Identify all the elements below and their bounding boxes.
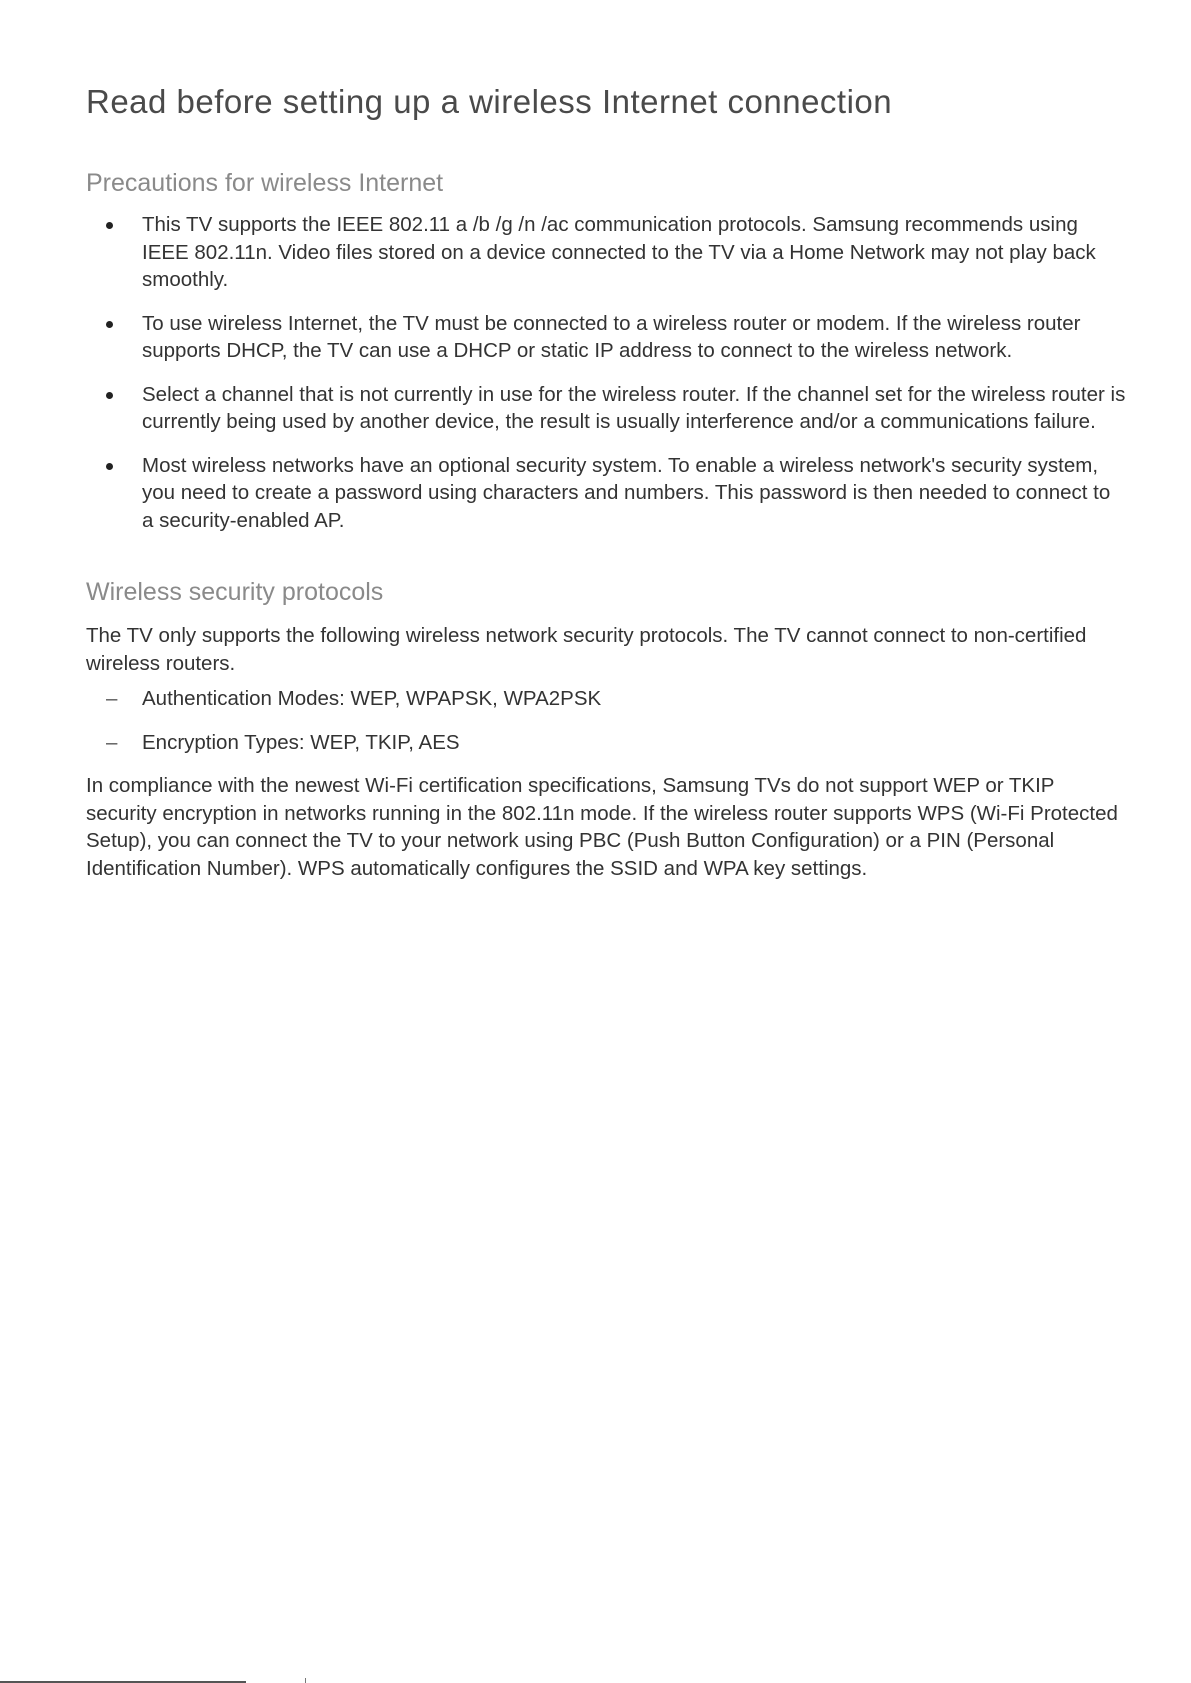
list-item: [86, 452, 1126, 535]
bullet-icon: [106, 463, 113, 470]
security-intro: The TV only supports the following wireless network security protocols. The TV cannot connect to non-certified wireless routers.: [86, 624, 1087, 675]
bullet-icon: [106, 222, 113, 229]
list-item: [86, 310, 1126, 365]
footer-mark: [305, 1678, 306, 1683]
page-title: Read before setting up a wireless Internet connection: [86, 83, 893, 120]
precautions-heading: Precautions for wireless Internet: [86, 169, 444, 197]
document-page: [86, 78, 1126, 882]
bullet-icon: [106, 392, 113, 399]
list-item: [86, 211, 1126, 294]
dash-icon: –: [106, 730, 118, 754]
security-note: In compliance with the newest Wi-Fi certification specifications, Samsung TVs do not support WEP or TKIP security encryption in networks running in the 802.11n mode. If the wireless router supports WPS (Wi-Fi Protected Setup), you can connect the TV to your network using PBC (Push Button Configuration) or a PIN (Personal Identification Number). WPS automatically configures the SSID and WPA key settings.: [86, 774, 1118, 880]
security-list: [86, 685, 1126, 756]
bullet-icon: [106, 321, 113, 328]
list-item: [86, 381, 1126, 436]
list-item-text: Most wireless networks have an optional security system. To enable a wireless network's security system, you need to create a password using characters and numbers. This password is then needed to connect to a security-enabled AP.: [142, 453, 1111, 532]
dash-icon: –: [106, 687, 118, 710]
list-item: [86, 729, 1126, 757]
list-item-text: Encryption Types: WEP, TKIP, AES: [142, 730, 460, 754]
list-item-text: Select a channel that is not currently in use for the wireless router. If the channel set for the wireless router is currently being used by another device, the result is usually interference and/or a communications failure.: [142, 382, 1126, 433]
list-item: [86, 685, 1126, 713]
list-item-text: To use wireless Internet, the TV must be connected to a wireless router or modem. If the wireless router supports DHCP, the TV can use a DHCP or static IP address to connect to the wireless network.: [142, 311, 1081, 362]
precautions-list: [86, 211, 1126, 534]
list-item-text: This TV supports the IEEE 802.11 a /b /g /n /ac communication protocols. Samsung recommends using IEEE 802.11n. Video files stored on a device connected to the TV via a Home Network may not play back smoothly.: [142, 213, 1096, 291]
security-heading: Wireless security protocols: [86, 578, 384, 606]
list-item-text: Authentication Modes: WEP, WPAPSK, WPA2PSK: [142, 687, 602, 710]
